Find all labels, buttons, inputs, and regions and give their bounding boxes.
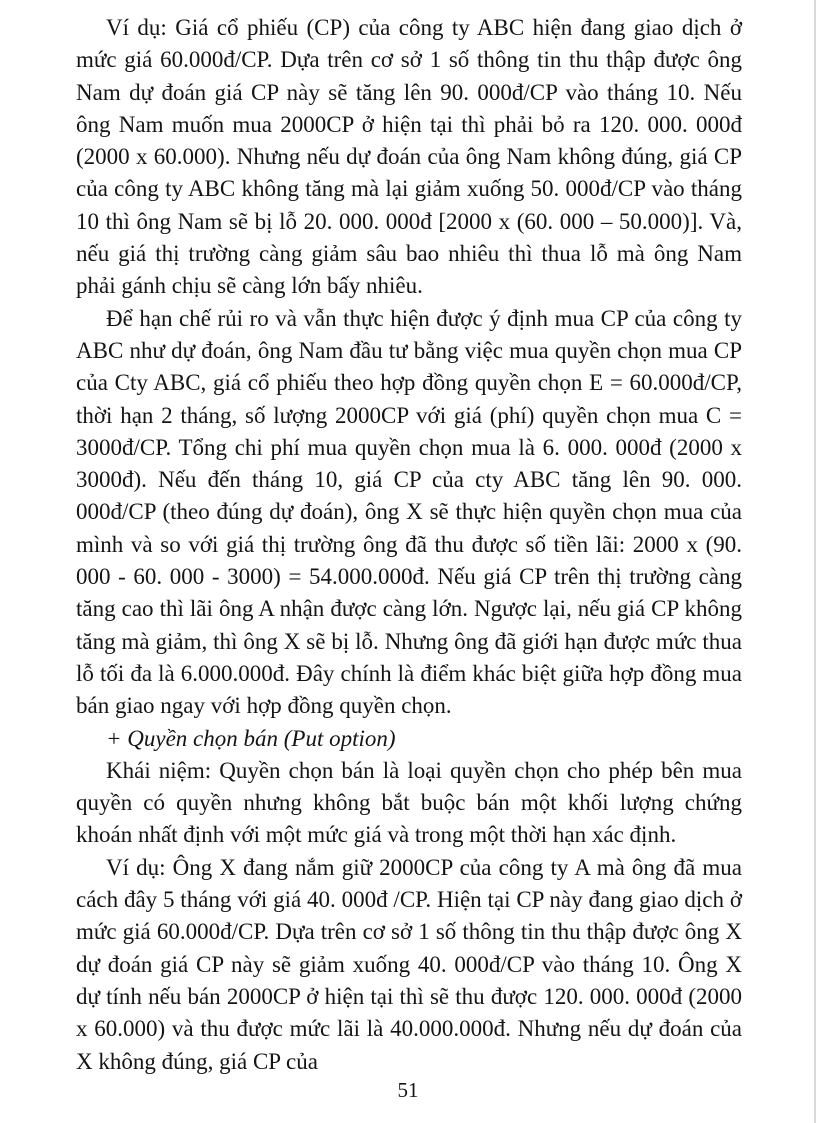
paragraph-example-call-option: Ví dụ: Giá cổ phiếu (CP) của công ty ABC hiện đang giao dịch ở mức giá 60.000đ/CP. Dựa trên cơ sở 1 số thông tin thu thập được ông Nam dự đoán giá CP này sẽ tăng lên 90. 000đ/CP vào tháng 10. Nếu ông Nam muốn mua 2000CP ở hiện tại thì phải bỏ ra 120. 000. 000đ (2000 x 60.000). Nhưng nếu dự đoán của ông Nam không đúng, giá CP của công ty ABC không tăng mà lại giảm xuống 50. 000đ/CP vào tháng 10 thì ông Nam sẽ bị lỗ 20. 000. 000đ [2000 x (60. 000 – 50.000)]. Và, nếu giá thị trường càng giảm sâu bao nhiêu thì thua lỗ mà ông Nam phải gánh chịu sẽ càng lớn bấy nhiêu. xyxy=(76,15,742,299)
page-number: 51 xyxy=(397,1078,419,1102)
paragraph-put-option-definition: Khái niệm: Quyền chọn bán là loại quyền chọn cho phép bên mua quyền có quyền nhưng không bắt buộc bán một khối lượng chứng khoán nhất định với một mức giá và trong một thời hạn xác định. xyxy=(76,757,742,848)
paragraph-call-option-hedge: Để hạn chế rủi ro và vẫn thực hiện được ý định mua CP của công ty ABC như dự đoán, ông Nam đầu tư bằng việc mua quyền chọn mua CP của Cty ABC, giá cổ phiếu theo hợp đồng quyền chọn E = 60.000đ/CP, thời hạn 2 tháng, số lượng 2000CP với giá (phí) quyền chọn mua C = 3000đ/CP. Tổng chi phí mua quyền chọn mua là 6. 000. 000đ (2000 x 3000đ). Nếu đến tháng 10, giá CP của cty ABC tăng lên 90. 000. 000đ/CP (theo đúng dự đoán), ông X sẽ thực hiện quyền chọn mua của mình và so với giá thị trường ông đã thu được số tiền lãi: 2000 x (90. 000 - 60. 000 - 3000) = 54.000.000đ. Nếu giá CP trên thị trường càng tăng cao thì lãi ông A nhận được càng lớn. Ngược lại, nếu giá CP không tăng mà giảm, thì ông X sẽ bị lỗ. Nhưng ông đã giới hạn được mức thua lỗ tối đa là 6.000.000đ. Đây chính là điểm khác biệt giữa hợp đồng mua bán giao ngay với hợp đồng quyền chọn. xyxy=(76,305,742,719)
document-page xyxy=(76,12,742,1078)
section-heading-put-option: + Quyền chọn bán (Put option) xyxy=(106,725,396,751)
paragraph-example-put-option: Ví dụ: Ông X đang nắm giữ 2000CP của công ty A mà ông đã mua cách đây 5 tháng với giá 40. 000đ /CP. Hiện tại CP này đang giao dịch ở mức giá 60.000đ/CP. Dựa trên cơ sở 1 số thông tin thu thập được ông X dự đoán giá CP này sẽ giảm xuống 40. 000đ/CP vào tháng 10. Ông X dự tính nếu bán 2000CP ở hiện tại thì sẽ thu được 120. 000. 000đ (2000 x 60.000) và thu được mức lãi là 40.000.000đ. Nhưng nếu dự đoán của X không đúng, giá CP của xyxy=(76,854,742,1074)
